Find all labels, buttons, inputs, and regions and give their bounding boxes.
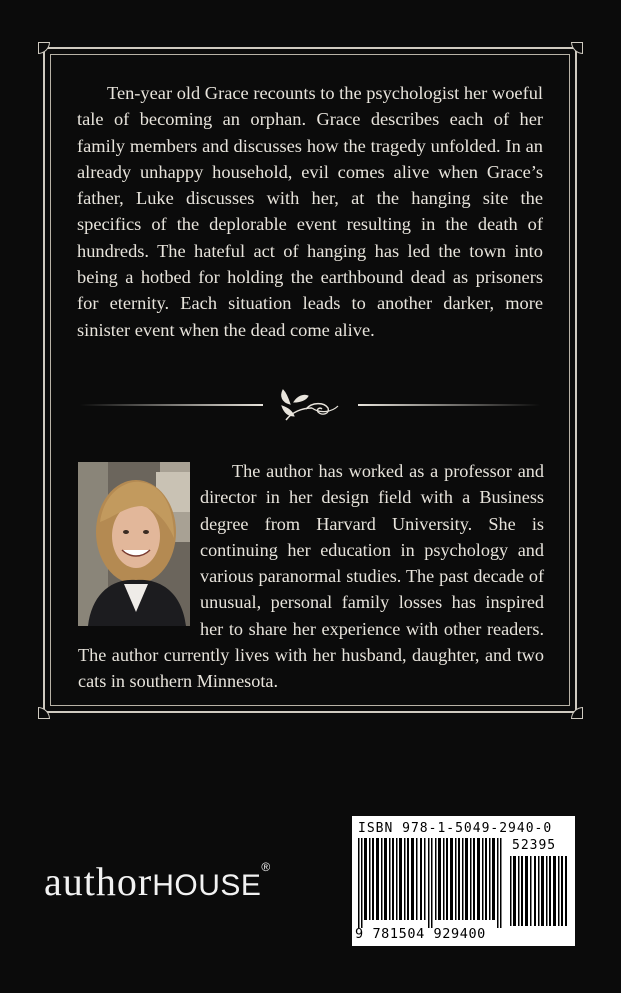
main-barcode-bars (358, 838, 504, 928)
book-blurb: Ten-year old Grace recounts to the psychologist her woeful tale of becoming an orphan. Grace describes each of her family members and discusses how the tragedy unfolded. In an already unhappy household, evil comes alive when Grace’s father, Luke discusses with her, at the hanging site the specifics of the deplorable event resulting in the death of hundreds. The hateful act of hanging has led the town into being a hotbed for holding the earthbound dead as prisoners for eternity. Each situation leads to another darker, more sinister event when the dead come alive. (77, 83, 543, 340)
addon-barcode-bars (510, 856, 568, 926)
price-code: 52395 (512, 838, 557, 853)
publisher-logo (44, 858, 271, 905)
publisher-logo-part1: author (44, 859, 153, 904)
author-bio (78, 458, 544, 695)
author-bio-text: The author has worked as a professor and director in her design field with a Business degree from Harvard University. She is continuing her education in psychology and various paranormal studies. The past decade of unusual, personal family losses has inspired her to share her experience with other readers. The author currently lives with her husband, daughter, and two cats in southern Minnesota. (78, 461, 544, 692)
ornamental-divider (80, 382, 540, 428)
isbn-label: ISBN 978-1-5049-2940-0 (358, 821, 553, 836)
barcode-digits: 9 781504 929400 (355, 926, 486, 942)
leaf-flourish-icon (282, 390, 338, 420)
registered-mark: ® (261, 860, 272, 874)
isbn-barcode (352, 816, 575, 946)
publisher-logo-part2: HOUSE (152, 869, 262, 902)
